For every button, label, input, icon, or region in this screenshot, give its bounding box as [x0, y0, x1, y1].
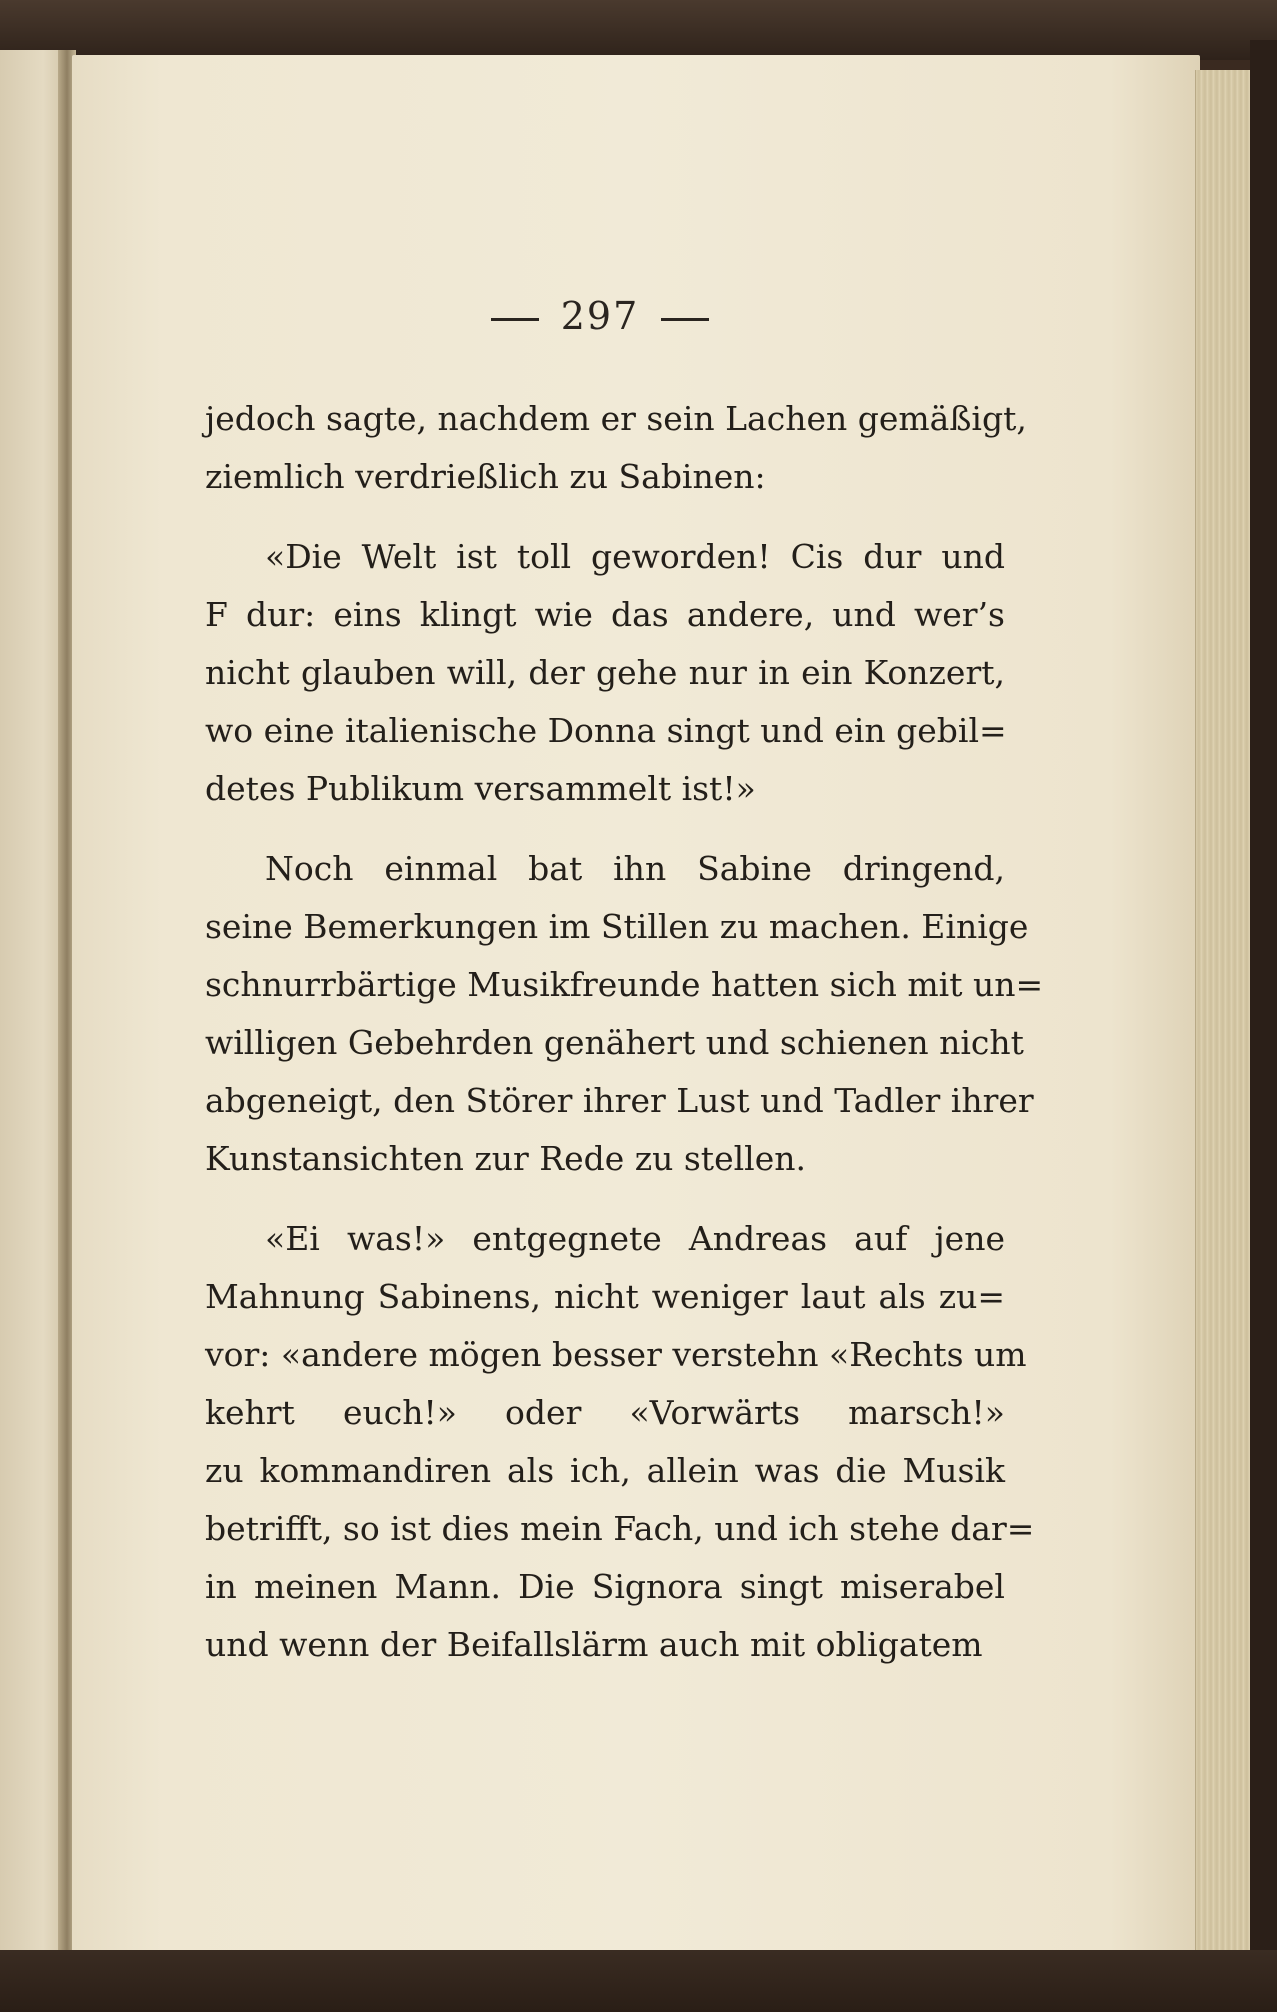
- text-line: abgeneigt, den Störer ihrer Lust und Tadler ihrer: [205, 1081, 1034, 1120]
- paragraph-gap: [205, 1188, 1005, 1210]
- scan-background-bottom: [0, 1950, 1277, 2012]
- right-dash: [661, 318, 709, 321]
- page-number-header: [0, 294, 1200, 338]
- left-dash: [491, 318, 539, 321]
- text-line: wo eine italienische Donna singt und ein gebil=: [205, 711, 1007, 750]
- text-line: F dur: eins klingt wie das andere, und wer’s: [205, 595, 1005, 634]
- text-line: Noch einmal bat ihn Sabine dringend,: [265, 849, 1005, 888]
- text-line: in meinen Mann. Die Signora singt miserabel: [205, 1567, 1005, 1606]
- text-line: Kunstansichten zur Rede zu stellen.: [205, 1139, 806, 1178]
- text-line: willigen Gebehrden genähert und schienen nicht: [205, 1023, 1024, 1062]
- paragraph: [205, 528, 1005, 818]
- text-line: vor: «andere mögen besser verstehn «Rechts um: [205, 1335, 1027, 1374]
- body-text: [205, 390, 1044, 1674]
- text-line: «Ei was!» entgegnete Andreas auf jene: [265, 1219, 1005, 1258]
- page-number: 297: [560, 294, 640, 338]
- paragraph: [205, 1210, 1035, 1674]
- text-line: ziemlich verdrießlich zu Sabinen:: [205, 457, 766, 496]
- scan-background-top: [0, 0, 1277, 60]
- text-line: betrifft, so ist dies mein Fach, und ich stehe dar=: [205, 1509, 1035, 1548]
- paragraph: [205, 840, 1044, 1188]
- text-line: Mahnung Sabinens, nicht weniger laut als zu=: [205, 1277, 1005, 1316]
- page-stack-edge: [1195, 70, 1256, 1950]
- text-line: und wenn der Beifallslärm auch mit obligatem: [205, 1625, 983, 1664]
- text-line: seine Bemerkungen im Stillen zu machen. Einige: [205, 907, 1029, 946]
- text-line: jedoch sagte, nachdem er sein Lachen gemäßigt,: [205, 399, 1027, 438]
- text-line: kehrt euch!» oder «Vorwärts marsch!»: [205, 1393, 1005, 1432]
- text-line: zu kommandiren als ich, allein was die Musik: [205, 1451, 1005, 1490]
- text-line: detes Publikum versammelt ist!»: [205, 769, 756, 808]
- text-line: schnurrbärtige Musikfreunde hatten sich mit un=: [205, 965, 1044, 1004]
- text-line: «Die Welt ist toll geworden! Cis dur und: [265, 537, 1005, 576]
- paragraph: [205, 390, 1027, 506]
- paragraph-gap: [205, 506, 1005, 528]
- book-cover-edge: [1250, 40, 1277, 1980]
- text-line: nicht glauben will, der gehe nur in ein Konzert,: [205, 653, 1005, 692]
- paragraph-gap: [205, 818, 1005, 840]
